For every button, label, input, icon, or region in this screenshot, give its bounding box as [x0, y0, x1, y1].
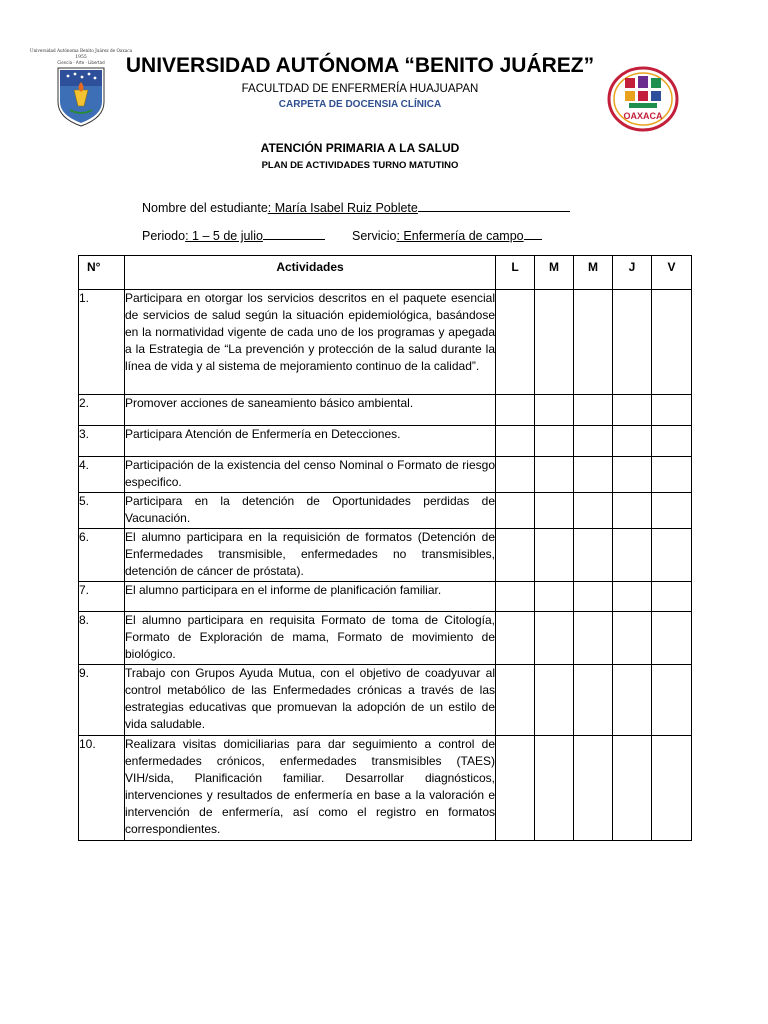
row-number: 1.: [79, 290, 125, 395]
check-cell[interactable]: [652, 493, 692, 529]
row-number: 6.: [79, 529, 125, 582]
row-number: 5.: [79, 493, 125, 529]
check-cell[interactable]: [652, 395, 692, 426]
check-cell[interactable]: [652, 457, 692, 493]
svg-text:OAXACA: OAXACA: [623, 111, 663, 121]
header-activities: Actividades: [125, 256, 496, 290]
table-row: [79, 612, 692, 665]
university-crest-icon: [29, 46, 133, 128]
check-cell[interactable]: [574, 290, 613, 395]
service-field: [352, 227, 542, 243]
header-number: N°: [79, 256, 125, 290]
row-activity: Participación de la existencia del censo Nominal o Formato de riesgo especifico.: [125, 457, 496, 493]
row-activity: Participara en la detención de Oportunidades perdidas de Vacunación.: [125, 493, 496, 529]
check-cell[interactable]: [613, 665, 652, 736]
header-day-l: L: [496, 256, 535, 290]
check-cell[interactable]: [652, 582, 692, 612]
row-activity: Realizara visitas domiciliarias para dar seguimiento a control de enfermedades crónicos, enfermedades transmisibles (TAES) VIH/sida, Planificación familiar. Desarrollar diagnósticos, intervenciones y resultados de enfermería en base a la valoración e intervención de enfermería, así como el registro en formatos correspondientes.: [125, 736, 496, 841]
table-row: [79, 493, 692, 529]
check-cell[interactable]: [574, 529, 613, 582]
check-cell[interactable]: [574, 736, 613, 841]
period-field: [142, 227, 325, 243]
check-cell[interactable]: [496, 612, 535, 665]
table-row: [79, 395, 692, 426]
check-cell[interactable]: [613, 612, 652, 665]
row-number: 4.: [79, 457, 125, 493]
name-blank-line: [418, 199, 570, 212]
document-title: ATENCIÓN PRIMARIA A LA SALUD: [260, 141, 460, 155]
oaxaca-emblem-icon: [607, 66, 679, 132]
carpeta-label: CARPETA DE DOCENSIA CLÍNICA: [278, 99, 442, 110]
period-blank-line: [263, 227, 325, 240]
check-cell[interactable]: [574, 665, 613, 736]
row-number: 2.: [79, 395, 125, 426]
check-cell[interactable]: [613, 529, 652, 582]
check-cell[interactable]: [652, 736, 692, 841]
check-cell[interactable]: [652, 426, 692, 457]
check-cell[interactable]: [574, 582, 613, 612]
check-cell[interactable]: [613, 457, 652, 493]
check-cell[interactable]: [535, 529, 574, 582]
check-cell[interactable]: [496, 426, 535, 457]
university-title: UNIVERSIDAD AUTÓNOMA “BENITO JUÁREZ”: [125, 54, 595, 77]
table-header-row: [79, 256, 692, 290]
check-cell[interactable]: [574, 395, 613, 426]
header-day-j: J: [613, 256, 652, 290]
check-cell[interactable]: [613, 736, 652, 841]
check-cell[interactable]: [613, 395, 652, 426]
row-activity: Trabajo con Grupos Ayuda Mutua, con el objetivo de coadyuvar al control metabólico de las Enfermedades crónicas a través de las estrategias educativas que promuevan la adopción de un estilo de vida saludable.: [125, 665, 496, 736]
table-row: [79, 426, 692, 457]
row-activity: Promover acciones de saneamiento básico ambiental.: [125, 395, 496, 426]
student-name-field: [142, 199, 570, 215]
table-row: [79, 582, 692, 612]
svg-text:1955: 1955: [75, 55, 87, 60]
check-cell[interactable]: [535, 395, 574, 426]
check-cell[interactable]: [574, 493, 613, 529]
table-row: [79, 457, 692, 493]
row-number: 9.: [79, 665, 125, 736]
period-label: Periodo: [142, 229, 186, 243]
row-activity: Participara Atención de Enfermería en Detecciones.: [125, 426, 496, 457]
activities-table: [78, 255, 692, 841]
period-value: : 1 – 5 de julio: [185, 229, 263, 243]
check-cell[interactable]: [496, 736, 535, 841]
check-cell[interactable]: [574, 612, 613, 665]
check-cell[interactable]: [535, 582, 574, 612]
check-cell[interactable]: [613, 290, 652, 395]
row-activity: El alumno participara en requisita Formato de toma de Citología, Formato de Exploración de mama, Formato de movimiento de biológico.: [125, 612, 496, 665]
service-value: : Enfermería de campo: [396, 229, 524, 243]
check-cell[interactable]: [496, 457, 535, 493]
header-day-m2: M: [574, 256, 613, 290]
service-blank-line: [524, 227, 542, 240]
table-row: [79, 290, 692, 395]
check-cell[interactable]: [535, 290, 574, 395]
document-subtitle: PLAN DE ACTIVIDADES TURNO MATUTINO: [261, 160, 459, 171]
check-cell[interactable]: [652, 612, 692, 665]
row-number: 8.: [79, 612, 125, 665]
check-cell[interactable]: [652, 529, 692, 582]
check-cell[interactable]: [496, 665, 535, 736]
row-number: 7.: [79, 582, 125, 612]
check-cell[interactable]: [613, 426, 652, 457]
check-cell[interactable]: [574, 457, 613, 493]
check-cell[interactable]: [535, 457, 574, 493]
svg-text:Ciencia · Arte · Libertad: Ciencia · Arte · Libertad: [57, 60, 105, 65]
check-cell[interactable]: [496, 582, 535, 612]
check-cell[interactable]: [574, 426, 613, 457]
student-name-value: : María Isabel Ruiz Poblete: [267, 201, 418, 215]
table-row: [79, 529, 692, 582]
check-cell[interactable]: [496, 529, 535, 582]
faculty-name: FACULTDAD DE ENFERMERÍA HUAJUAPAN: [241, 83, 479, 95]
check-cell[interactable]: [652, 290, 692, 395]
check-cell[interactable]: [496, 493, 535, 529]
table-row: [79, 665, 692, 736]
check-cell[interactable]: [535, 426, 574, 457]
row-number: 3.: [79, 426, 125, 457]
check-cell[interactable]: [496, 290, 535, 395]
header-day-m1: M: [535, 256, 574, 290]
check-cell[interactable]: [652, 665, 692, 736]
row-activity: El alumno participara en el informe de planificación familiar.: [125, 582, 496, 612]
check-cell[interactable]: [535, 665, 574, 736]
check-cell[interactable]: [535, 493, 574, 529]
student-name-label: Nombre del estudiante: [142, 201, 268, 215]
check-cell[interactable]: [613, 493, 652, 529]
check-cell[interactable]: [613, 582, 652, 612]
row-number: 10.: [79, 736, 125, 841]
check-cell[interactable]: [535, 736, 574, 841]
row-activity: Participara en otorgar los servicios descritos en el paquete esencial de servicios de salud según la situación epidemiológica, basándose en la normatividad vigente de cada uno de los programas y apegada a la Estrategia de “La prevención y protección de la salud durante la línea de vida y al sistema de mejoramiento continuo de la calidad”.: [125, 290, 496, 395]
svg-text:Universidad Autónoma Benito Ju: Universidad Autónoma Benito Juárez de Oaxaca: [29, 48, 133, 53]
service-label: Servicio: [352, 229, 397, 243]
row-activity: El alumno participara en la requisición de formatos (Detención de Enfermedades transmisible, enfermedades no transmisibles, detención de cáncer de próstata).: [125, 529, 496, 582]
check-cell[interactable]: [535, 612, 574, 665]
check-cell[interactable]: [496, 395, 535, 426]
header-day-v: V: [652, 256, 692, 290]
table-row: [79, 736, 692, 841]
